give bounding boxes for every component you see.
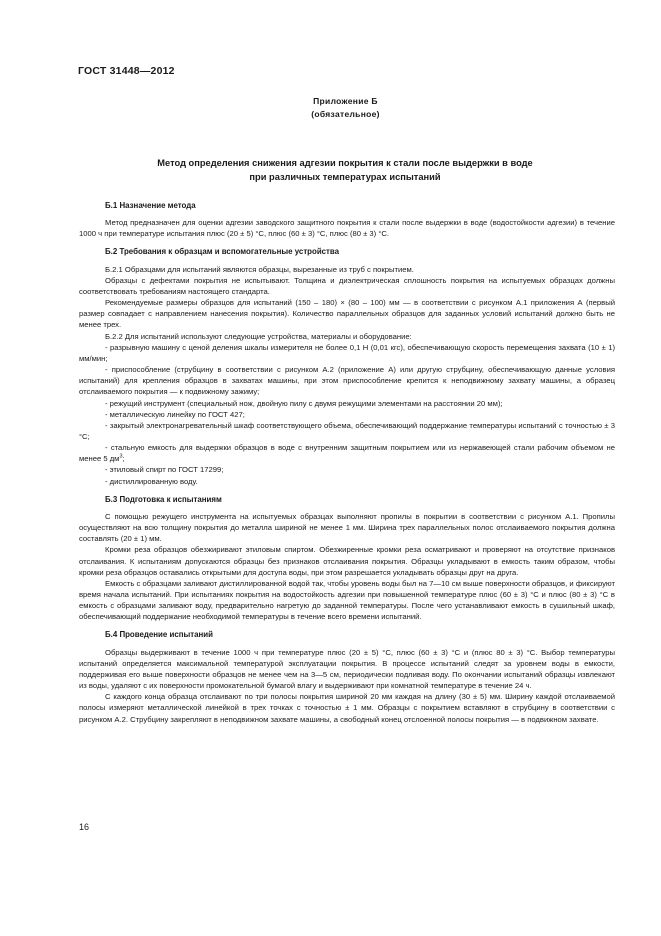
list-item: - режущий инструмент (специальный нож, двойную пилу с двумя режущими элементами на расстоянии 20 мм); [105,398,503,408]
list-item [79,442,615,464]
paragraph: Емкость с образцами заливают дистиллированной водой так, чтобы уровень воды был на 7—10 см выше поверхности образцов, и фиксируют время начала испытаний. При испытаниях покрытия на водостойкость адгезии при повышенной температуре плюс (60 ± 3) °С и плюс (80 ± 3) °С в емкость с образцами заливают воду, предварительно нагретую до заданной температуры. После чего устанавливают емкость в сушильный шкаф, обеспечивающий поддержание необходимой температуры в течение всего времени испытаний. [79,578,615,622]
section-b4-heading: Б.4 Проведение испытаний [105,630,213,640]
list-item: - металлическую линейку по ГОСТ 427; [105,409,245,419]
list-item: - разрывную машину с ценой деления шкалы измерителя не более 0,1 Н (0,01 кгс), обеспечивающую скорость перемещения захвата (10 ± 1) мм/мин; [79,342,615,363]
list-item: - закрытый электронагревательный шкаф соответствующего объема, обеспечивающий поддержание температуры испытаний с точностью ± 3 °С; [79,420,615,441]
annex-status: (обязательное) [311,109,380,119]
paragraph: Б.2.1 Образцами для испытаний являются образцы, вырезанные из труб с покрытием. [105,264,414,274]
list-item-text: - стальную емкость для выдержки образцов в воде с внутренним защитным покрытием или из нержавеющей стали рабочим объемом не менее 5 дм [79,443,615,464]
paragraph: Кромки реза образцов обезжиривают этиловым спиртом. Обезжиренные кромки реза осматривают и проверяют на отсутствие признаков отслаивания. К испытаниям допускаются образцы без признаков отслаивания покрытия. Образцы укладывают в емкость таким образом, чтобы кромки реза образцов оставались открытыми для доступа воды, при этом разрешается укладывать образцы друг на друга. [79,545,615,577]
annex-heading [0,95,661,121]
list-item: - приспособление (струбцину в соответствии с рисунком А.2 (приложение А) или другую струбцину, обеспечивающую данные условия испытаний) для крепления образцов в захватах машины, при этом приспособление крепится к неподвижному захвату машины, а образец отслаиваемого покрытия — к подвижному зажиму; [79,365,615,397]
paragraph: Образцы выдерживают в течение 1000 ч при температуре плюс (20 ± 5) °С, плюс (60 ± 3) °С и (плюс 80 ± 3) °С. Выбор температуры испытаний определяется максимальной температурой эксплуатации покрытия. В процессе испытаний следят за уровнем воды в емкости, поддерживая его выше поверхности образцов не менее чем на 3—5 см, периодически подливая воду. По окончании испытаний образцы извлекают из воды, удаляют с их поверхности промокательной бумагой влагу и выдерживают при комнатной температуре в течение 24 ч. [79,647,615,691]
list-item: - дистиллированную воду. [105,476,198,486]
paragraph: Метод предназначен для оценки адгезии заводского защитного покрытия к стали после выдержки в воде (водостойкости адгезии) в течение 1000 ч при температуре испытания плюс (20 ± 5) °С, плюс (60 ± 3) °С, плюс (80 ± 3) °С. [79,218,615,239]
standard-designation: ГОСТ 31448—2012 [78,65,175,77]
annex-title: Приложение Б [313,96,378,106]
paragraph: С каждого конца образца отслаивают по три полосы покрытия шириной 20 мм каждая на длину (30 ± 5) мм. Ширину каждой отслаиваемой полосы измеряют металлической линейкой в трех точках с точностью ± 1 мм. Образцы с покрытием вставляют в струбцину в соответствии с рисунком А.2. Струбцину закрепляют в неподвижном захвате машины, а свободный конец отслоенной полосы покрытия — в подвижном захвате. [79,692,615,724]
list-item: - этиловый спирт по ГОСТ 17299; [105,465,224,475]
paragraph: С помощью режущего инструмента на испытуемых образцах выполняют пропилы в покрытии в соответствии с рисунком А.1. Пропилы осуществляют на всю толщину покрытия до металла шириной не менее 1 мм. Ширина трех параллельных полос отслаиваемого покрытия должна составлять (20 ± 1) мм. [79,511,615,544]
section-b3-heading: Б.3 Подготовка к испытаниям [105,494,222,504]
list-item-text-end: ; [122,454,125,464]
document-body [79,200,615,725]
paragraph: Б.2.2 Для испытаний используют следующие устройства, материалы и оборудование: [105,331,412,341]
title-line-1: Метод определения снижения адгезии покрытия к стали после выдержки в воде [157,158,533,168]
paragraph: Образцы с дефектами покрытия не испытывают. Толщина и диэлектрическая сплошность покрытия на испытуемых образцах должны соответствовать требованиям настоящего стандарта. [79,275,615,296]
superscript: 3 [119,453,123,460]
page-number: 16 [79,822,90,832]
section-b2-heading: Б.2 Требования к образцам и вспомогательные устройства [105,247,340,257]
document-title [100,156,590,184]
paragraph: Рекомендуемые размеры образцов для испытаний (150 – 180) × (80 – 100) мм — в соответствии с рисунком А.1 приложения А (первый размер совпадает с направлением нанесения покрытия). Количество параллельных образцов для заданных условий испытаний должно быть не менее трех. [79,298,615,330]
title-line-2: при различных температурах испытаний [249,172,441,182]
section-b1-heading: Б.1 Назначение метода [105,201,196,210]
